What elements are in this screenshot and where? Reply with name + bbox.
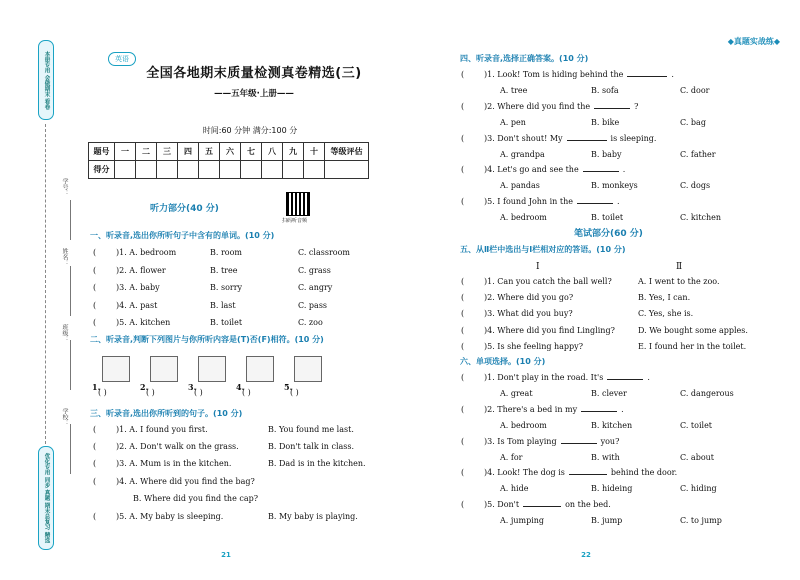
answer-paren[interactable]: ( [93,300,97,310]
choice-option[interactable]: B. hideing [591,484,633,494]
grade-label: ——五年级·上册—— [214,89,294,99]
answer-paren[interactable]: ( ) [98,388,107,397]
sentence-option-a: )3. A. Mum is in the kitchen. [116,459,232,468]
answer-paren[interactable]: ( [461,468,465,478]
table-cell: 四 [178,143,199,161]
section6-heading: 六、单项选择。(10 分) [460,357,546,366]
sentence-option-a: B. Where did you find the cap? [133,494,259,503]
score-cell[interactable] [115,161,136,179]
matching-answer: B. Yes, I can. [638,293,691,303]
answer-paren[interactable]: ( [461,404,465,414]
question-tail: ? [634,101,639,111]
sentence-option-a: )1. A. I found you first. [116,425,208,434]
page-number-right: 22 [581,551,591,559]
question-stem: )3. Don't shout! My [484,133,563,143]
choice-option[interactable]: A. great [500,389,533,398]
choice-option[interactable]: A. jumping [500,516,545,526]
top-side-tab [38,40,54,120]
question-text [484,70,674,79]
choice-option[interactable]: B. clever [591,389,627,398]
listening-picture [198,356,226,382]
choice-option[interactable]: B. monkeys [591,181,638,191]
question-option-b: B. sorry [210,283,243,292]
table-cell: 五 [199,143,220,161]
choice-option[interactable]: A. bedroom [500,420,547,430]
table-cell: 九 [283,143,304,161]
score-cell[interactable] [157,161,178,179]
subject-logo: 英语 [108,52,136,66]
table-cell: 等级评估 [325,143,369,161]
listening-picture [102,356,130,382]
choice-option[interactable]: A. tree [500,86,528,95]
school-line [70,424,71,474]
matching-answer: A. I went to the zoo. [638,277,720,286]
score-cell[interactable] [283,161,304,179]
table-cell: 一 [115,143,136,161]
question-stem: )2. There's a bed in my [484,404,578,414]
score-table-header-row [89,143,369,161]
answer-paren[interactable]: ( [461,165,465,175]
section3-heading: 三、听录音,选出你所听到的句子。(10 分) [90,409,243,418]
answer-paren[interactable]: ( [461,309,465,319]
sentence-option-b: B. My baby is playing. [268,512,358,521]
question-tail: you? [600,436,620,446]
name-label: 姓名： [61,248,68,266]
picture-number: 4. [236,382,245,392]
answer-paren[interactable]: ( [461,325,465,335]
matching-question: )4. Where did you find Lingling? [484,325,615,335]
question-stem: )5. Don't [484,500,520,510]
choice-option[interactable]: A. for [500,452,523,462]
question-option-b: B. last [210,300,236,310]
bottom-side-tab [38,446,54,550]
question-text [484,134,656,143]
score-cell[interactable] [178,161,199,179]
question-text [484,165,625,174]
section1-heading: 一、听录音,选出你所听句子中含有的单词。(10 分) [90,231,275,240]
score-table-score-row [89,161,369,179]
picture-number: 5. [284,382,293,392]
matching-question: )2. Where did you go? [484,293,574,303]
section4-heading: 四、听录音,选择正确答案。(10 分) [460,54,589,63]
score-cell[interactable] [262,161,283,179]
page-title: 全国各地期末质量检测真卷精选(三) [146,66,362,81]
table-cell: 十 [304,143,325,161]
choice-option[interactable]: B. baby [591,149,622,159]
fill-blank[interactable] [567,140,607,141]
table-cell: 题号 [89,143,115,161]
question-option-a: )1. A. bedroom [116,248,177,257]
choice-option[interactable]: B. sofa [591,86,619,95]
choice-option[interactable]: C. kitchen [680,213,722,223]
answer-paren[interactable]: ( [461,70,465,79]
answer-paren[interactable]: ( [461,436,465,446]
table-cell: 八 [262,143,283,161]
question-text [484,405,624,414]
table-cell: 七 [241,143,262,161]
choice-option[interactable]: B. toilet [591,213,624,223]
answer-paren[interactable]: ( [461,277,465,286]
matching-question: )3. What did you buy? [484,309,573,319]
answer-paren[interactable]: ( [93,265,97,275]
choice-option[interactable]: C. to jump [680,516,722,526]
score-cell[interactable] [136,161,157,179]
choice-option[interactable]: C. bag [680,117,706,127]
question-stem: )1. Don't play in the road. It's [484,373,604,382]
answer-paren[interactable]: ( [93,459,97,468]
section2-heading: 二、听录音,判断下列图片与你所听内容是(T)否(F)相符。(10 分) [90,335,324,344]
answer-paren[interactable]: ( [461,293,465,303]
matching-answer: C. Yes, she is. [638,309,694,319]
matching-answer: D. We bought some apples. [638,325,748,335]
fill-blank[interactable] [594,108,630,109]
fill-blank[interactable] [523,506,561,507]
table-cell: 二 [136,143,157,161]
choice-option[interactable]: A. bedroom [500,213,547,223]
question-tail: . [621,404,624,414]
choice-option[interactable]: A. grandpa [500,149,545,159]
column-one-label: Ⅰ [536,262,540,272]
answer-paren[interactable]: ( [461,197,465,207]
answer-paren[interactable]: ( [93,477,97,486]
question-option-b: B. tree [210,265,238,275]
question-text [484,197,620,206]
brand-label: ◆真题实战练◆ [727,37,780,46]
question-stem: )4. Look! The dog is [484,468,565,478]
question-option-b: B. toilet [210,318,243,327]
question-text [484,500,611,509]
listening-picture [246,356,274,382]
choice-option[interactable]: C. door [680,86,710,95]
fill-blank[interactable] [581,411,617,412]
time-score-line: 时间:60 分钟 满分:100 分 [202,126,298,135]
fill-blank[interactable] [569,474,607,475]
answer-paren[interactable]: ( [461,341,465,351]
sentence-option-a: )2. A. Don't walk on the grass. [116,442,239,451]
choice-option[interactable]: C. toilet [680,420,713,430]
question-option-c: C. zoo [298,318,323,327]
answer-paren[interactable]: ( ) [290,388,299,397]
column-two-label: Ⅱ [676,262,683,272]
choice-option[interactable]: B. jump [591,516,623,526]
question-option-a: )2. A. flower [116,265,166,275]
listening-section-header: 听力部分(40 分) [150,204,219,214]
fill-blank[interactable] [577,203,613,204]
bottom-side-tab-text: 优化专用 同步 真题 期末总复习 精选 [43,452,50,544]
name-line [70,266,71,316]
picture-number: 1. [92,382,101,392]
score-cell[interactable] [199,161,220,179]
question-option-a: )3. A. baby [116,283,160,292]
listening-picture [150,356,178,382]
sentence-option-a: )5. A. My baby is sleeping. [116,512,224,521]
question-text [484,102,638,111]
question-tail: . [616,197,620,207]
choice-option[interactable]: C. father [680,149,716,159]
sentence-option-b: B. Don't talk in class. [268,442,355,451]
answer-paren[interactable]: ( [93,442,97,451]
matching-answer: E. I found her in the toilet. [638,341,747,351]
question-text [484,468,677,477]
choice-option[interactable]: A. hide [500,484,529,494]
matching-question: )5. Is she feeling happy? [484,341,583,351]
matching-question: )1. Can you catch the ball well? [484,277,612,286]
fill-blank[interactable] [627,76,667,77]
answer-paren[interactable]: ( [461,133,465,143]
picture-number: 2. [140,382,149,392]
school-label: 学校： [61,408,68,426]
answer-paren[interactable]: ( [93,283,97,292]
sentence-option-a: )4. A. Where did you find the bag? [116,477,255,486]
question-option-c: C. classroom [298,248,350,257]
qr-label: 扫码听音频 [282,218,308,224]
question-tail: behind the door. [610,468,678,478]
score-table [88,142,369,179]
choice-option[interactable]: B. with [591,452,620,462]
question-option-a: )4. A. past [116,300,158,310]
binding-strip [38,40,54,550]
fill-blank[interactable] [607,379,643,380]
fill-blank[interactable] [561,443,597,444]
question-option-b: B. room [210,248,243,257]
class-label: 班级： [61,324,68,342]
choice-option[interactable]: C. dogs [680,181,711,191]
choice-option[interactable]: A. pandas [500,181,540,191]
student-number-label: 学号： [61,178,68,196]
question-text [484,373,650,382]
choice-option[interactable]: B. bike [591,117,620,127]
qr-code-icon[interactable] [286,192,310,216]
sentence-option-b: B. Dad is in the kitchen. [268,459,366,468]
answer-paren[interactable]: ( [461,500,465,510]
answer-paren[interactable]: ( [93,425,97,434]
question-stem: )3. Is Tom playing [484,436,557,446]
question-tail: . [647,373,650,382]
score-cell[interactable] [241,161,262,179]
dashed-cut-line [45,124,46,444]
question-tail: . [622,165,626,175]
section5-heading: 五、从Ⅱ栏中选出与Ⅰ栏相对应的答语。(10 分) [460,245,626,254]
answer-paren[interactable]: ( ) [194,388,203,397]
question-text [484,437,619,446]
score-cell[interactable] [220,161,241,179]
student-number-line [70,200,71,240]
question-option-c: C. grass [298,265,331,275]
choice-option[interactable]: C. about [680,452,714,462]
answer-paren[interactable]: ( [93,318,97,327]
question-option-c: C. pass [298,300,328,310]
sentence-option-b: B. You found me last. [268,425,354,434]
choice-option[interactable]: B. kitchen [591,420,633,430]
answer-paren[interactable]: ( [93,248,97,257]
answer-paren[interactable]: ( [461,101,465,111]
table-cell: 六 [220,143,241,161]
fill-blank[interactable] [583,171,619,172]
score-cell[interactable] [325,161,369,179]
question-tail: is sleeping. [610,133,657,143]
choice-option[interactable]: C. hiding [680,484,717,494]
class-line [70,340,71,390]
question-option-c: C. angry [298,283,333,292]
question-stem: )1. Look! Tom is hiding behind the [484,70,624,79]
choice-option[interactable]: C. dangerous [680,389,734,398]
question-stem: )4. Let's go and see the [484,165,579,175]
answer-paren[interactable]: ( ) [146,388,155,397]
answer-paren[interactable]: ( [93,512,97,521]
question-stem: )2. Where did you find the [484,101,591,111]
picture-number: 3. [188,382,197,392]
score-cell[interactable] [304,161,325,179]
question-tail: on the bed. [565,500,611,510]
table-cell: 得分 [89,161,115,179]
answer-paren[interactable]: ( [461,373,465,382]
choice-option[interactable]: A. pen [500,117,526,127]
table-cell: 三 [157,143,178,161]
question-tail: . [671,70,674,79]
top-side-tab-text: 本册专用 会做期末 看卷 [43,50,50,110]
answer-paren[interactable]: ( ) [242,388,251,397]
written-section-header: 笔试部分(60 分) [574,229,643,239]
listening-picture [294,356,322,382]
question-option-a: )5. A. kitchen [116,318,171,327]
page-number-left: 21 [221,551,231,559]
question-stem: )5. I found John in the [484,197,573,207]
